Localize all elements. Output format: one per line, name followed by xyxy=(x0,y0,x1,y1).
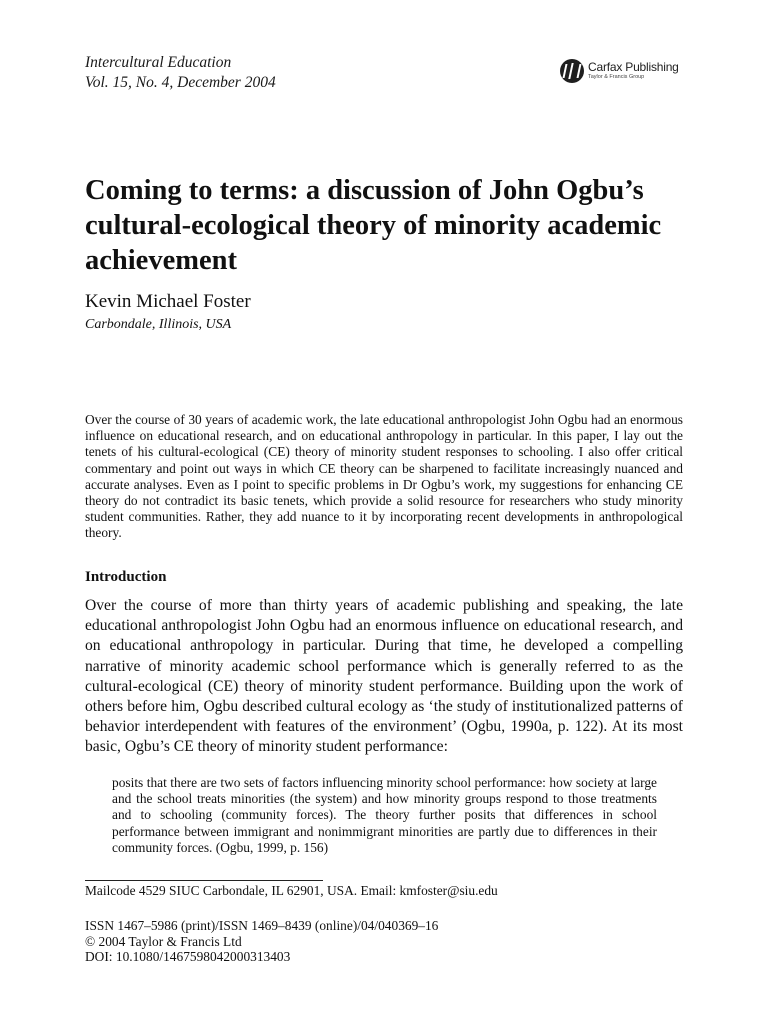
doi-line: DOI: 10.1080/1467598042000313403 xyxy=(85,949,291,964)
article-title: Coming to terms: a discussion of John Ogbu’s cultural-ecological theory of minority academic achievement xyxy=(85,175,662,276)
journal-name: Intercultural Education xyxy=(85,54,232,71)
correspondence-footnote: Mailcode 4529 SIUC Carbondale, IL 62901, USA. Email: kmfoster@siu.edu xyxy=(85,883,498,898)
abstract: Over the course of 30 years of academic work, the late educational anthropologist John Ogbu had an enormous influence on educational research, and on educational anthropology in particular. In this paper, I lay out the tenets of his cultural-ecological (CE) theory of minority student responses to schooling. I also offer critical commentary and point out ways in which CE theory can be sharpened to facilitate increasingly nuanced and accurate analyses. Even as I point to specific problems in Dr Ogbu’s work, my suggestions for enhancing CE theory do not contradict its basic tenets, which provide a solid resource for researchers who study minority student communities. Rather, they add nuance to it by incorporating recent developments in anthropological theory. xyxy=(85,412,683,541)
publication-info xyxy=(85,918,438,965)
journal-header xyxy=(85,53,276,93)
journal-issue: Vol. 15, No. 4, December 2004 xyxy=(85,74,276,91)
publisher-group: Taylor & Francis Group xyxy=(588,74,645,81)
author-name: Kevin Michael Foster xyxy=(85,291,251,312)
publisher-logo xyxy=(560,59,679,83)
footnote-divider xyxy=(85,880,323,881)
copyright-line: © 2004 Taylor & Francis Ltd xyxy=(85,933,242,949)
section-heading-introduction: Introduction xyxy=(85,569,167,585)
block-quote: posits that there are two sets of factors influencing minority school performance: how society at large and the school treats minorities (the system) and how minority groups respond to those treatments and to schooling (community forces). The theory further posits that differences in school performance between immigrant and nonimmigrant minorities are partly due to differences in their community forces. (Ogbu, 1999, p. 156) xyxy=(112,775,657,855)
introduction-paragraph: Over the course of more than thirty years of academic publishing and speaking, the late educational anthropologist John Ogbu had an enormous influence on educational research, and on educational anthropology in particular. During that time, he developed a compelling narrative of minority academic school performance which is generally referred to as the cultural-ecological (CE) theory of minority student performance. Building upon the work of others before him, Ogbu described cultural ecology as ‘the study of institutionalized patterns of behavior interdependent with features of the environment’ (Ogbu, 1990a, p. 122). At its most basic, Ogbu’s CE theory of minority student performance: xyxy=(85,597,683,756)
publisher-logo-text xyxy=(588,61,679,81)
publisher-name: Carfax Publishing xyxy=(588,60,679,75)
issn-line: ISSN 1467–5986 (print)/ISSN 1469–8439 (online)/04/040369–16 xyxy=(85,918,439,933)
author-affiliation: Carbondale, Illinois, USA xyxy=(85,317,232,332)
carfax-logo-icon xyxy=(560,59,584,83)
